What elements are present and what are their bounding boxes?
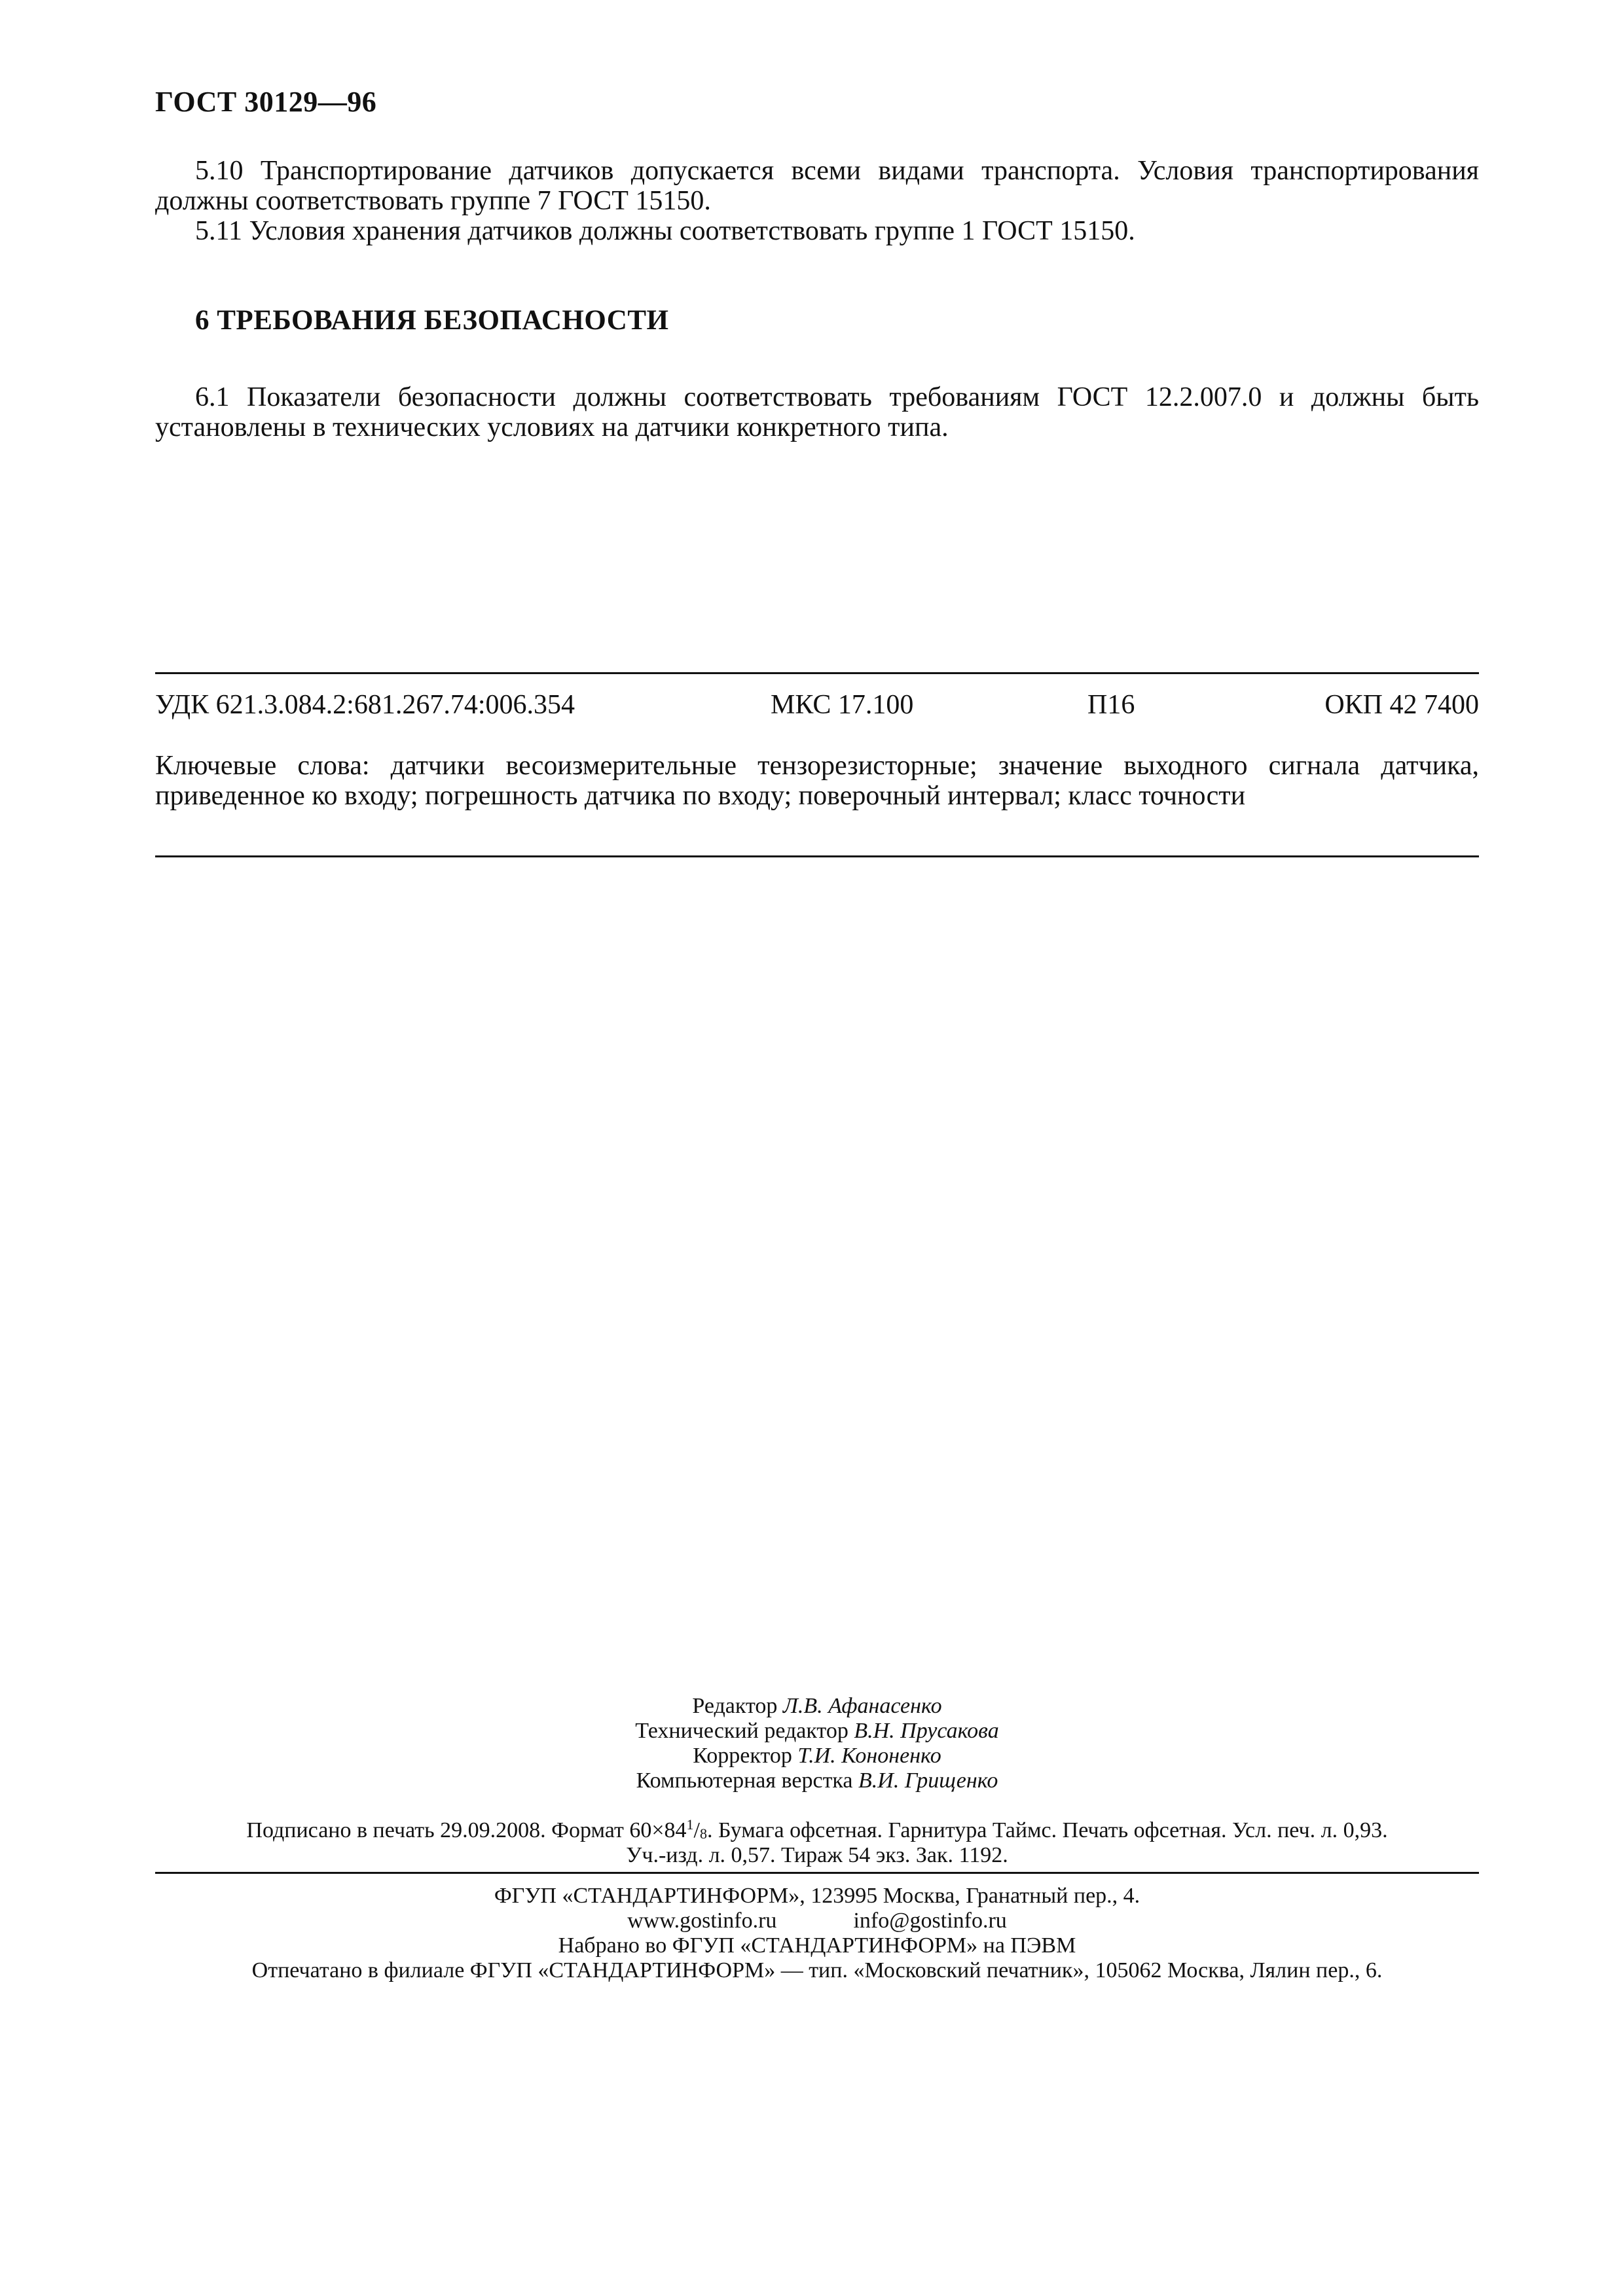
- paragraph-6-1: 6.1 Показатели безопасности должны соответствовать требованиям ГОСТ 12.2.007.0 и должны быть установлены в технических условиях на датчики конкретного типа.: [155, 382, 1479, 442]
- divider-keywords: [155, 855, 1479, 857]
- print-run-line: Уч.-изд. л. 0,57. Тираж 54 экз. Зак. 1192.: [626, 1843, 1008, 1867]
- publisher-contacts: [155, 1909, 1479, 1933]
- publisher-info: [155, 1884, 1479, 1983]
- okp-code: ОКП 42 7400: [1324, 690, 1479, 720]
- print-info: [155, 1818, 1479, 1868]
- p-code: П16: [1087, 690, 1135, 720]
- section-6-heading: 6 ТРЕБОВАНИЯ БЕЗОПАСНОСТИ: [195, 305, 669, 336]
- tech-editor-line: Технический редактор В.Н. Прусакова: [635, 1719, 999, 1743]
- publisher-address: ФГУП «СТАНДАРТИНФОРМ», 123995 Москва, Гранатный пер., 4.: [494, 1884, 1140, 1908]
- section-6-text: [155, 382, 1479, 442]
- staff-credits: [155, 1694, 1479, 1793]
- udk-code: УДК 621.3.084.2:681.267.74:006.354: [155, 690, 575, 720]
- layout-line: Компьютерная верстка В.И. Грищенко: [636, 1768, 998, 1793]
- divider-imprint: [155, 1872, 1479, 1874]
- paragraph-5-11: 5.11 Условия хранения датчиков должны соответствовать группе 1 ГОСТ 15150.: [195, 216, 1135, 246]
- typeset-line: Набрано во ФГУП «СТАНДАРТИНФОРМ» на ПЭВМ: [558, 1933, 1076, 1958]
- paragraph-5-10: 5.10 Транспортирование датчиков допускается всеми видами транспорта. Условия транспортирования должны соответствовать группе 7 ГОСТ 15150.: [155, 156, 1479, 216]
- classification-row: [155, 689, 1479, 722]
- corrector-line: Корректор Т.И. Кононенко: [693, 1744, 941, 1768]
- publisher-email[interactable]: info@gostinfo.ru: [853, 1909, 1007, 1933]
- keywords: Ключевые слова: датчики весоизмерительные тензорезисторные; значение выходного сигнала датчика, приведенное ко входу; погрешность датчика по входу; поверочный интервал; класс точности: [155, 751, 1479, 811]
- divider-top: [155, 672, 1479, 674]
- printed-at-line: Отпечатано в филиале ФГУП «СТАНДАРТИНФОРМ» — тип. «Московский печатник», 105062 Москва, Лялин пер., 6.: [251, 1958, 1383, 1982]
- section-5-text: [155, 156, 1479, 246]
- document-number: ГОСТ 30129—96: [155, 86, 377, 118]
- editor-line: Редактор Л.В. Афанасенко: [692, 1694, 942, 1718]
- publisher-website[interactable]: www.gostinfo.ru: [627, 1909, 777, 1933]
- print-signed-line: Подписано в печать 29.09.2008. Формат $60\times 84^1/_8$. Бумага офсетная. Гарнитура Таймс. Печать офсетная. Усл. печ. л. 0,93.: [246, 1816, 1388, 1842]
- mks-code: МКС 17.100: [771, 690, 914, 720]
